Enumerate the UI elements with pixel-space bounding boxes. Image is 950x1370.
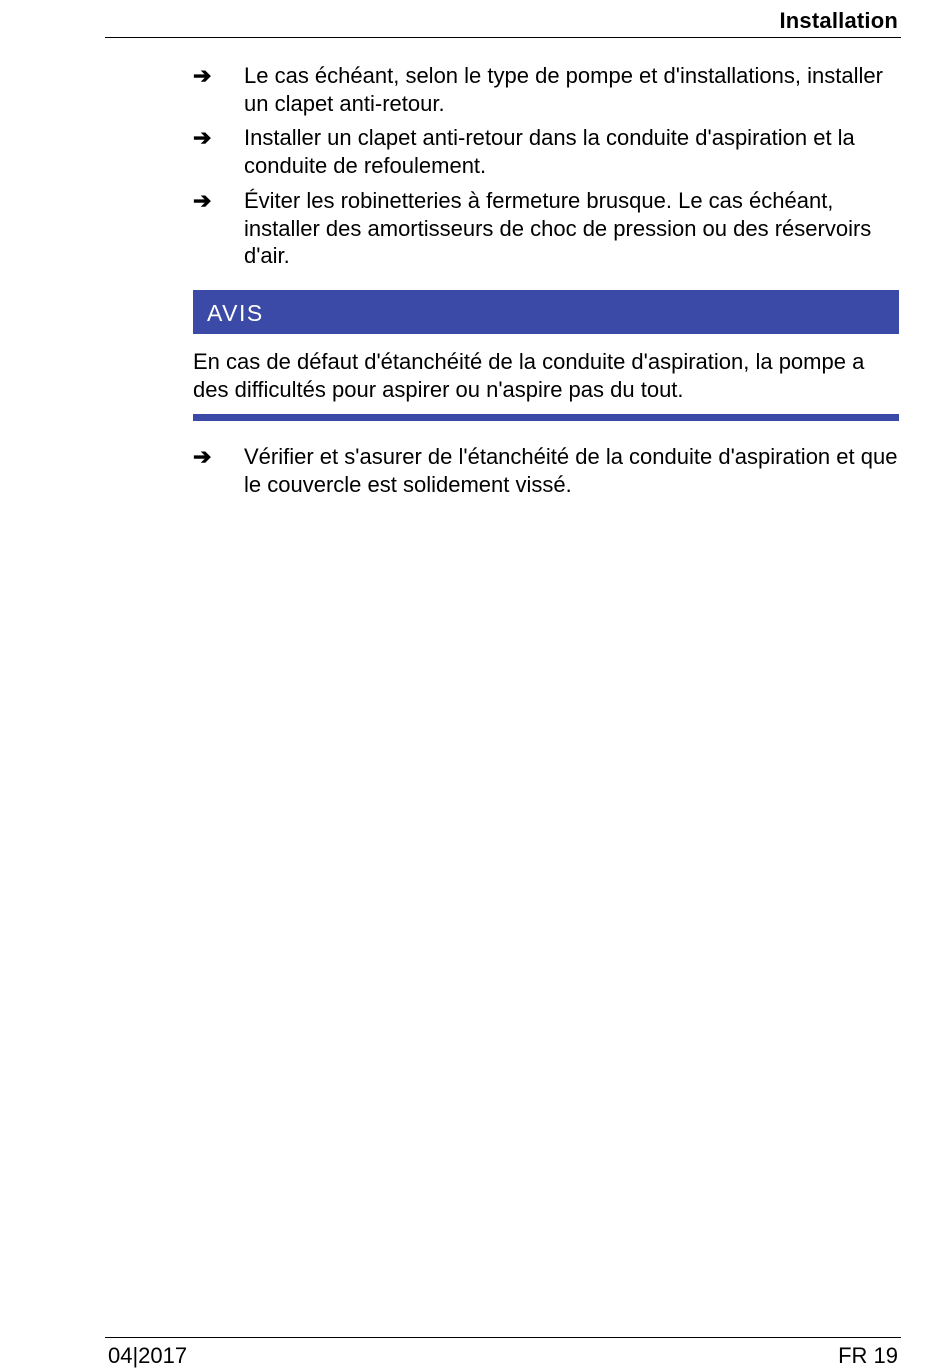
footer-page-number: FR 19	[838, 1343, 898, 1368]
instruction-text: Installer un clapet anti-retour dans la conduite d'aspiration et la conduite de refoulement.	[244, 125, 855, 178]
arrow-right-icon: ➔	[193, 444, 212, 469]
instruction-step	[193, 62, 898, 117]
header-divider	[105, 37, 901, 38]
instruction-step	[193, 124, 898, 179]
instruction-text: Le cas échéant, selon le type de pompe et d'installations, installer un clapet anti-retour.	[244, 63, 883, 116]
footer-date: 04|2017	[108, 1343, 188, 1368]
notice-text: En cas de défaut d'étanchéité de la conduite d'aspiration, la pompe a des difficultés pour aspirer ou n'aspire pas du tout.	[193, 349, 865, 402]
section-title: Installation	[779, 8, 898, 33]
arrow-right-icon: ➔	[193, 125, 212, 150]
footer-divider	[105, 1337, 901, 1338]
notice-bottom-rule	[193, 414, 899, 421]
notice-header-bar	[193, 290, 899, 334]
instruction-text: Éviter les robinetteries à fermeture brusque. Le cas échéant, installer des amortisseurs de choc de pression ou des réservoirs d'air.	[244, 188, 872, 268]
instruction-text: Vérifier et s'asurer de l'étanchéité de la conduite d'aspiration et que le couvercle est solidement vissé.	[244, 444, 898, 497]
notice-label: AVIS	[207, 300, 264, 326]
instruction-step	[193, 187, 898, 270]
instruction-step	[193, 443, 898, 498]
arrow-right-icon: ➔	[193, 63, 212, 88]
arrow-right-icon: ➔	[193, 188, 212, 213]
